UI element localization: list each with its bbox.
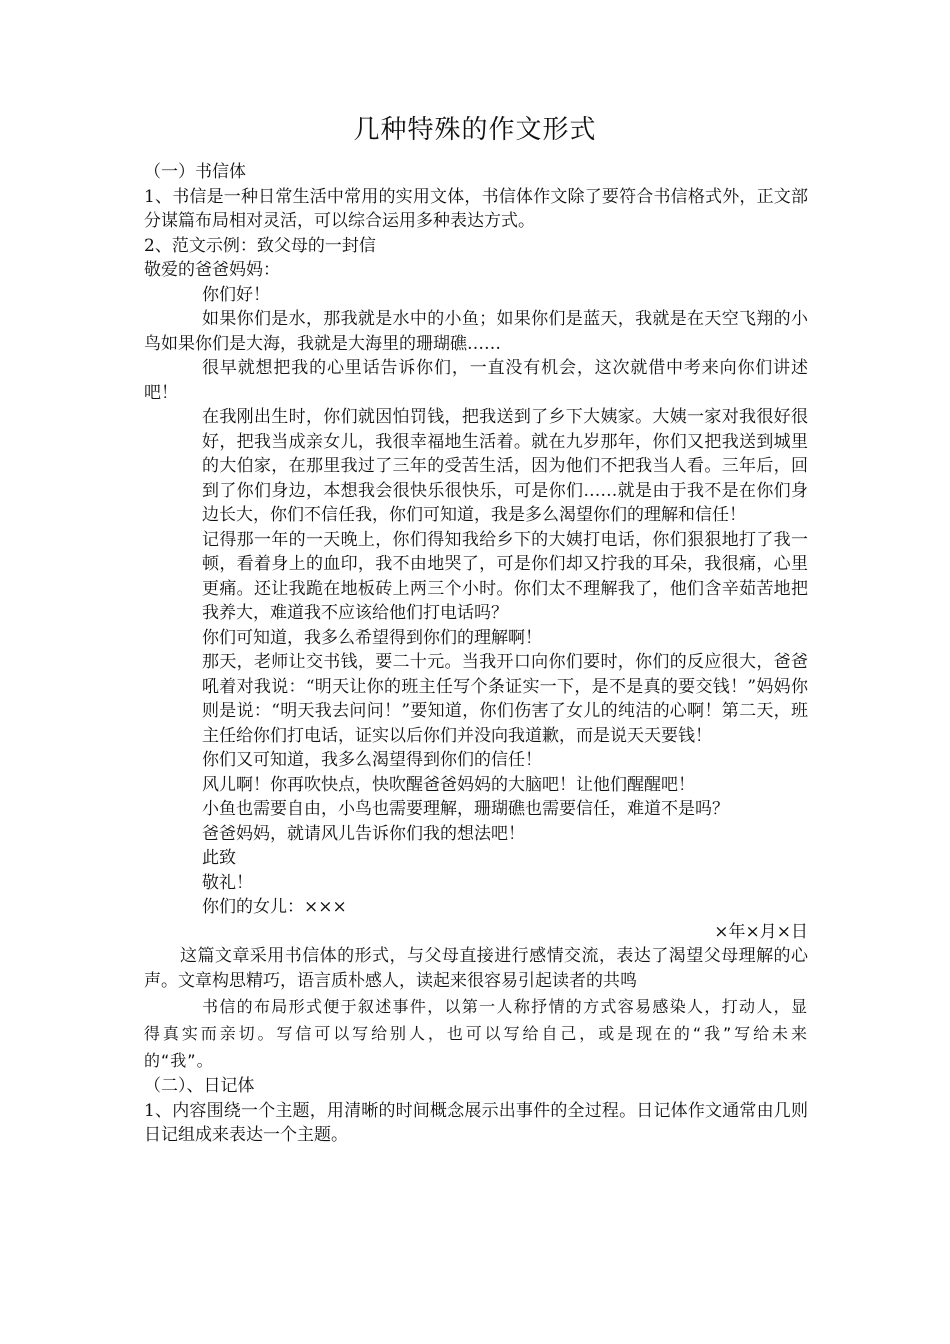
paragraph: 1、内容围绕一个主题，用清晰的时间概念展示出事件的全过程。日记体作文通常由几则日记组成来表达一个主题。: [144, 1100, 808, 1145]
letter-greeting: 你们好！: [202, 284, 270, 305]
section-heading-diary: （二）、日记体: [144, 1076, 255, 1096]
document-body: [144, 160, 808, 1148]
letter-paragraph: 那天，老师让交书钱，要二十元。当我开口向你们要时，你们的反应很大，爸爸吼着对我说：“明天让你的班主任写个条证实一下，是不是真的要交钱！”妈妈你则是说：“明天我去问问！”要知道，你们伤害了女儿的纯洁的心啊！第二天，班主任给你们打电话，证实以后你们并没向我道歉，而是说天天要钱！: [202, 652, 808, 746]
paragraph: 2、范文示例：致父母的一封信: [144, 235, 376, 256]
letter-paragraph: 如果你们是水，那我就是水中的小鱼；如果你们是蓝天，我就是在天空飞翔的小鸟如果你们是大海，我就是大海里的珊瑚礁……: [144, 309, 808, 354]
letter-paragraph: 记得那一年的一天晚上，你们得知我给乡下的大姨打电话，你们狠狠地打了我一顿，看着身上的血印，我不由地哭了，可是你们却又拧我的耳朵，我很痛，心里更痛。还让我跪在地板砖上两三个小时。你们太不理解我了，他们含辛茹苦地把我养大，难道我不应该给他们打电话吗？: [202, 529, 808, 623]
section-heading-letter: （一）书信体: [144, 162, 246, 182]
letter-paragraph: 风儿啊！你再吹快点，快吹醒爸爸妈妈的大脑吧！让他们醒醒吧！: [202, 774, 695, 795]
analysis-paragraph: 这篇文章采用书信体的形式，与父母直接进行感情交流，表达了渴望父母理解的心声。文章构思精巧，语言质朴感人，读起来很容易引起读者的共鸣: [144, 946, 808, 991]
page-title: 几种特殊的作文形式: [353, 115, 597, 145]
letter-salutation: 敬爱的爸爸妈妈：: [144, 260, 280, 280]
paragraph: 1、书信是一种日常生活中常用的实用文体，书信体作文除了要符合书信格式外，正文部分谋篇布局相对灵活，可以综合运用多种表达方式。: [144, 186, 808, 231]
letter-indented-block: [144, 405, 808, 920]
letter-date: ×年×月×日: [714, 921, 808, 942]
letter-closing: 敬礼！: [202, 872, 253, 893]
letter-paragraph: 你们又可知道，我多么渴望得到你们的信任！: [202, 750, 542, 770]
letter-paragraph: 你们可知道，我多么希望得到你们的理解啊！: [202, 627, 542, 648]
letter-paragraph: 爸爸妈妈，就请风儿告诉你们我的想法吧！: [202, 823, 525, 844]
letter-closing: 此致: [202, 848, 236, 868]
analysis-paragraph: 书信的布局形式便于叙述事件，以第一人称抒情的方式容易感染人，打动人，显得真实而亲切。写信可以写给别人，也可以写给自己，或是现在的“我”写给未来的“我”。: [144, 997, 808, 1070]
letter-paragraph: 在我刚出生时，你们就因怕罚钱，把我送到了乡下大姨家。大姨一家对我很好很好，把我当成亲女儿，我很幸福地生活着。就在九岁那年，你们又把我送到城里的大伯家，在那里我过了三年的受苦生活，因为他们不把我当人看。三年后，回到了你们身边，本想我会很快乐很快乐，可是你们……就是由于我不是在你们身边长大，你们不信任我，你们可知道，我是多么渴望你们的理解和信任！: [202, 407, 808, 525]
letter-signature: 你们的女儿：×××: [202, 897, 347, 917]
letter-paragraph: 很早就想把我的心里话告诉你们，一直没有机会，这次就借中考来向你们讲述吧！: [144, 358, 808, 403]
letter-paragraph: 小鱼也需要自由，小鸟也需要理解，珊瑚礁也需要信任，难道不是吗？: [202, 799, 729, 819]
